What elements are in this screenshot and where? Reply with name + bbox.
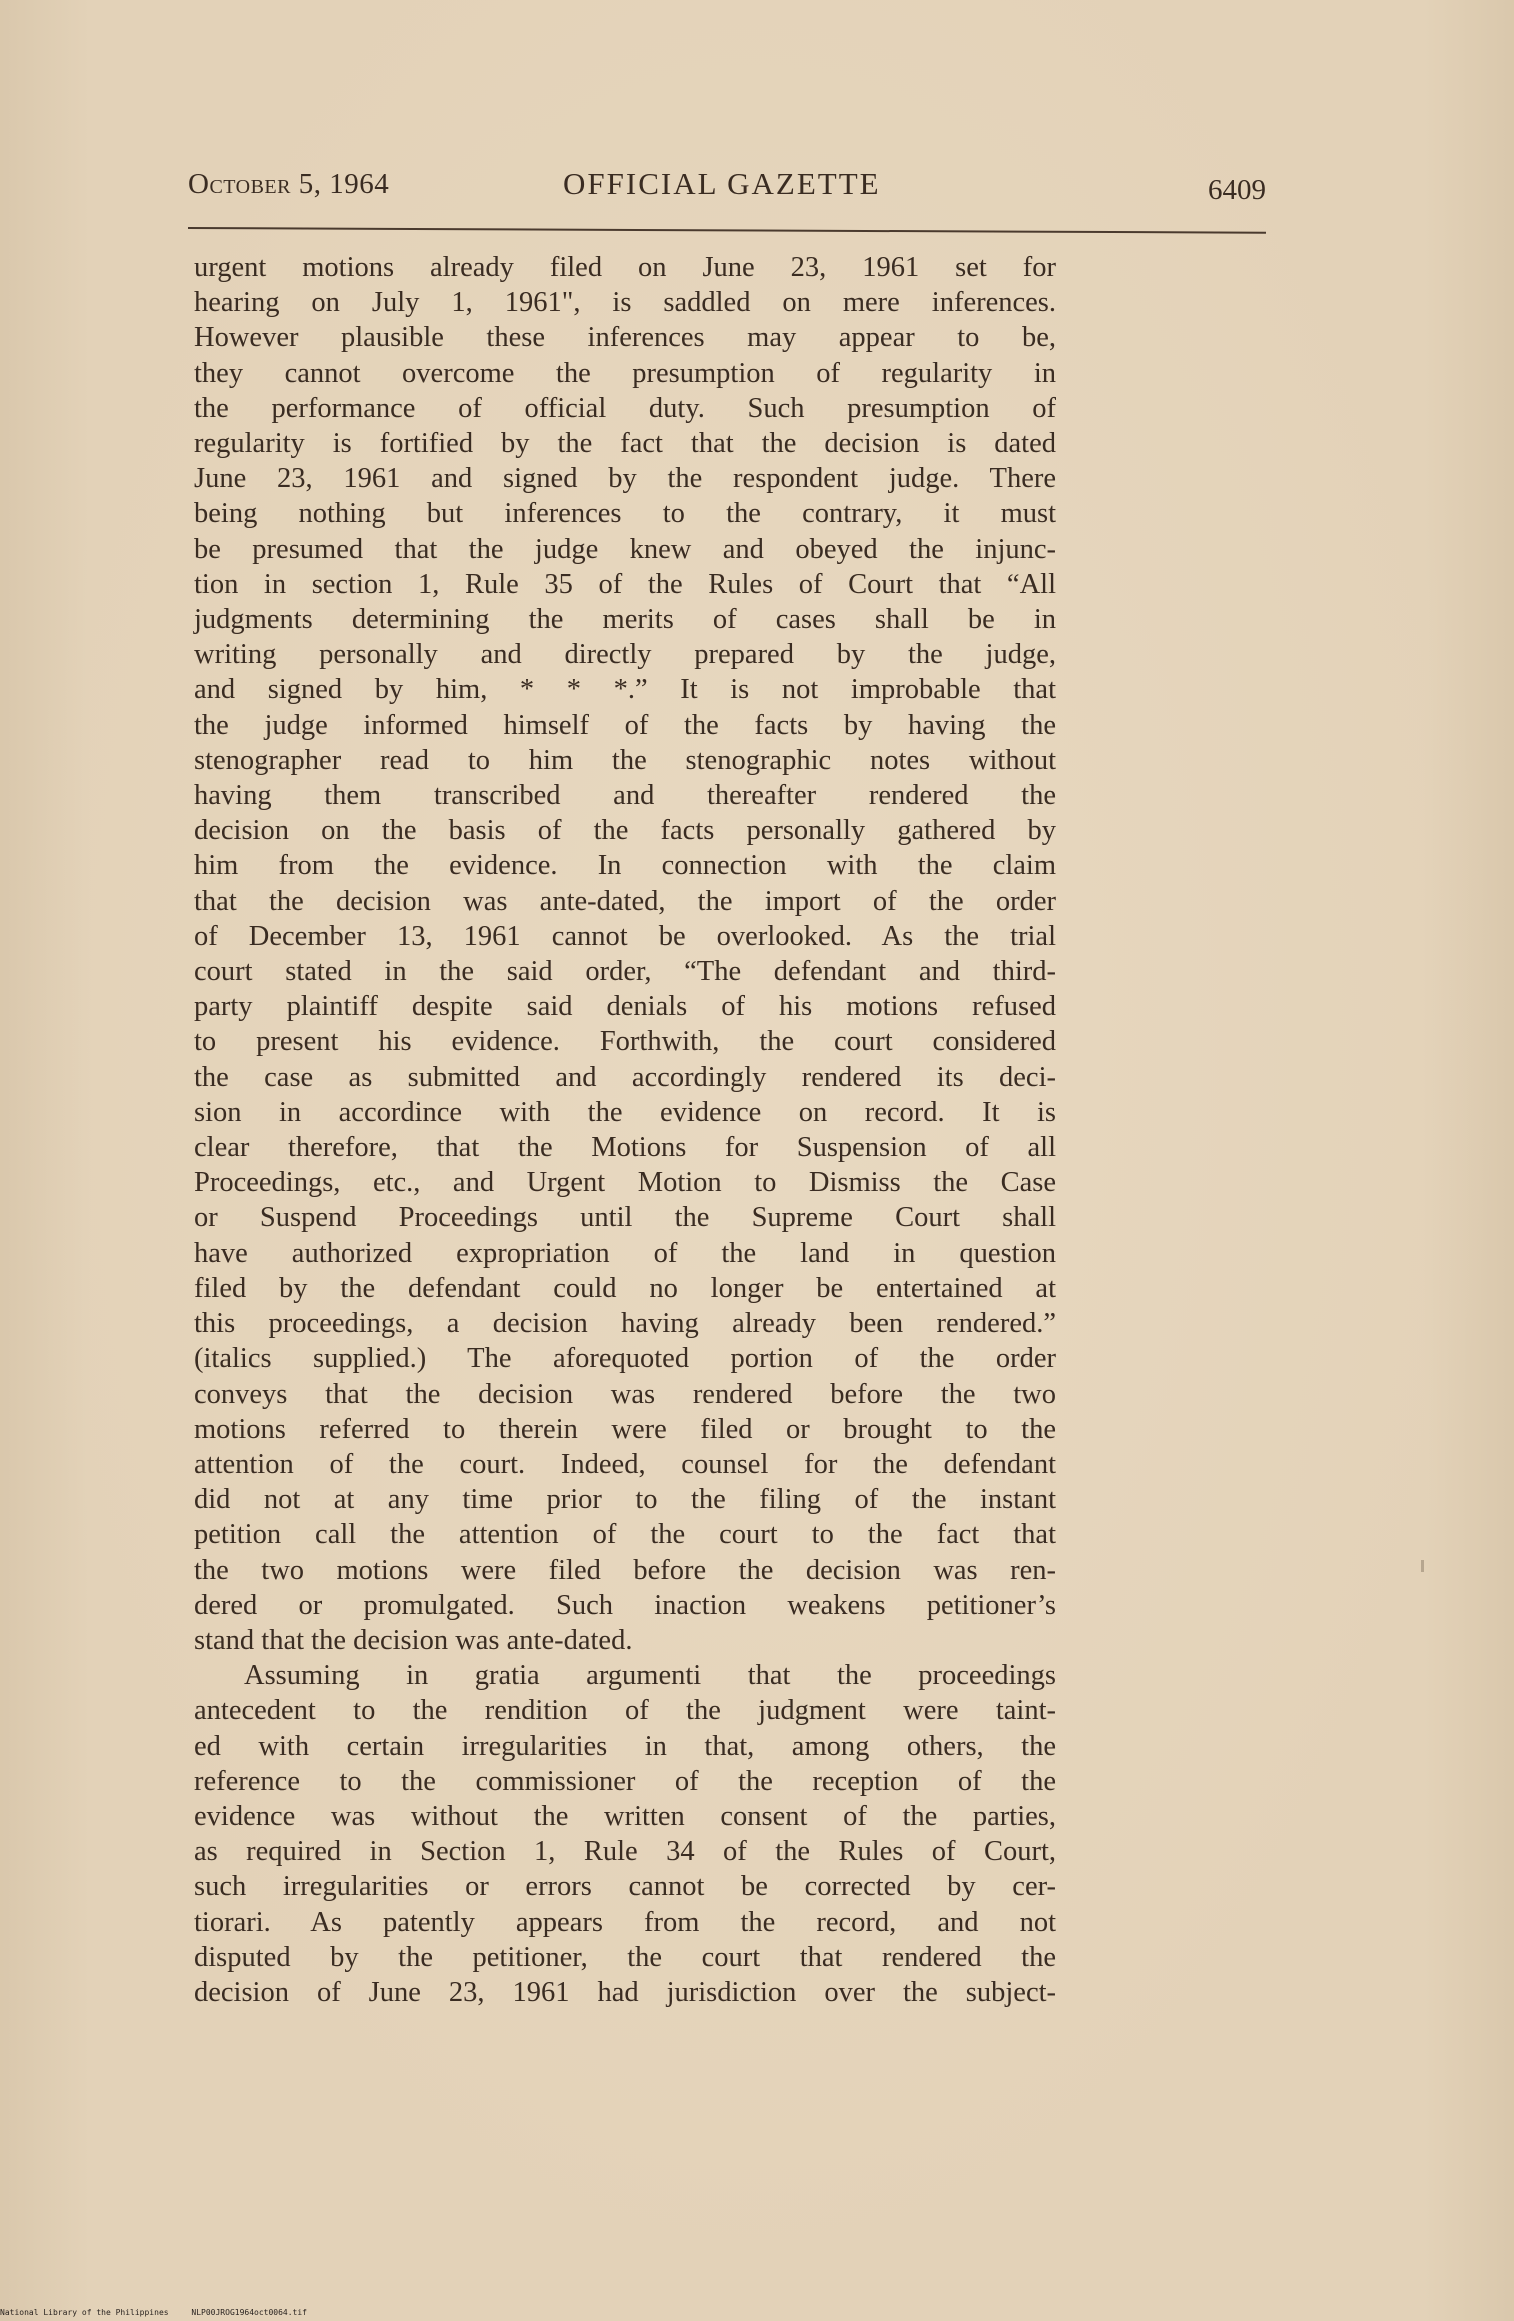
text-line: urgent motions already filed on June 23, 1961 set for	[194, 252, 1056, 283]
paragraph-end-line: stand that the decision was ante-dated.	[194, 1624, 633, 1656]
text-line: stenographer read to him the stenographic notes without	[194, 744, 1056, 776]
text-line: or Suspend Proceedings until the Supreme Court shall	[194, 1202, 1056, 1234]
text-line: the judge informed himself of the facts by having the	[194, 709, 1056, 741]
text-line: be presumed that the judge knew and obeyed the injunc-	[194, 533, 1056, 565]
text-line: have authorized expropriation of the land in question	[194, 1237, 1056, 1269]
text-line: they cannot overcome the presumption of regularity in	[194, 357, 1056, 389]
text-line: clear therefore, that the Motions for Suspension of all	[194, 1132, 1056, 1164]
text-line: being nothing but inferences to the contrary, it must	[194, 498, 1056, 530]
text-line: regularity is fortified by the fact that the decision is dated	[194, 428, 1056, 460]
text-line: evidence was without the written consent of the parties,	[194, 1800, 1056, 1832]
library-credit: National Library of the Philippines	[0, 2308, 169, 2317]
text-line: to present his evidence. Forthwith, the court considered	[194, 1026, 1056, 1058]
text-line: the two motions were filed before the decision was ren-	[194, 1554, 1056, 1586]
text-line: (italics supplied.) The aforequoted portion of the order	[194, 1343, 1056, 1375]
text-line: did not at any time prior to the filing of the instant	[194, 1484, 1056, 1516]
text-line: as required in Section 1, Rule 34 of the Rules of Court,	[194, 1836, 1056, 1868]
text-line: filed by the defendant could no longer be entertained at	[194, 1272, 1056, 1304]
body-text	[194, 250, 1056, 2010]
text-line: and signed by him, * * *.” It is not improbable that	[194, 674, 1056, 706]
text-line: attention of the court. Indeed, counsel for the defendant	[194, 1448, 1056, 1480]
text-line: Proceedings, etc., and Urgent Motion to Dismiss the Case	[194, 1167, 1056, 1199]
text-line: hearing on July 1, 1961", is saddled on mere inferences.	[194, 287, 1056, 319]
text-line: such irregularities or errors cannot be corrected by cer-	[194, 1871, 1056, 1903]
text-line: judgments determining the merits of cases shall be in	[194, 604, 1056, 636]
publication-title: OFFICIAL GAZETTE	[563, 166, 881, 201]
text-line: writing personally and directly prepared by the judge,	[194, 639, 1056, 671]
text-line: him from the evidence. In connection with the claim	[194, 850, 1056, 882]
text-line: reference to the commissioner of the reception of the	[194, 1765, 1056, 1797]
text-line: tiorari. As patently appears from the record, and not	[194, 1906, 1056, 1938]
text-line: that the decision was ante-dated, the import of the order	[194, 885, 1056, 917]
text-line: decision on the basis of the facts personally gathered by	[194, 815, 1056, 847]
text-line: June 23, 1961 and signed by the respondent judge. There	[194, 463, 1056, 495]
text-line: conveys that the decision was rendered before the two	[194, 1378, 1056, 1410]
text-line: court stated in the said order, “The defendant and third-	[194, 956, 1056, 988]
page-number: 6409	[1208, 174, 1266, 206]
scan-filename: NLP00JROG1964oct0064.tif	[191, 2308, 307, 2317]
text-line: antecedent to the rendition of the judgment were taint-	[194, 1695, 1056, 1727]
text-line: petition call the attention of the court to the fact that	[194, 1519, 1056, 1551]
text-line: disputed by the petitioner, the court that rendered the	[194, 1941, 1056, 1973]
text-line: having them transcribed and thereafter rendered the	[194, 780, 1056, 812]
text-line: decision of June 23, 1961 had jurisdiction over the subject-	[194, 1976, 1056, 2008]
header-rule	[188, 227, 1266, 234]
text-line: tion in section 1, Rule 35 of the Rules of Court that “All	[194, 568, 1056, 600]
text-line: However plausible these inferences may appear to be,	[194, 322, 1056, 354]
text-line: sion in accordince with the evidence on record. It is	[194, 1096, 1056, 1128]
paragraph-start-line: Assuming in gratia argumenti that the proceedings	[244, 1660, 1056, 1692]
text-line: the performance of official duty. Such presumption of	[194, 392, 1056, 424]
text-line: ed with certain irregularities in that, among others, the	[194, 1730, 1056, 1762]
text-line: the case as submitted and accordingly rendered its deci-	[194, 1061, 1056, 1093]
text-line: dered or promulgated. Such inaction weakens petitioner’s	[194, 1589, 1056, 1621]
page-header	[188, 160, 1266, 210]
text-line: motions referred to therein were filed or brought to the	[194, 1413, 1056, 1445]
scan-speck	[1421, 1560, 1424, 1572]
text-line: of December 13, 1961 cannot be overlooked. As the trial	[194, 920, 1056, 952]
scan-footer	[0, 2308, 325, 2317]
text-line: party plaintiff despite said denials of his motions refused	[194, 991, 1056, 1023]
text-line: this proceedings, a decision having already been rendered.”	[194, 1308, 1056, 1340]
header-date: October 5, 1964	[188, 168, 390, 200]
